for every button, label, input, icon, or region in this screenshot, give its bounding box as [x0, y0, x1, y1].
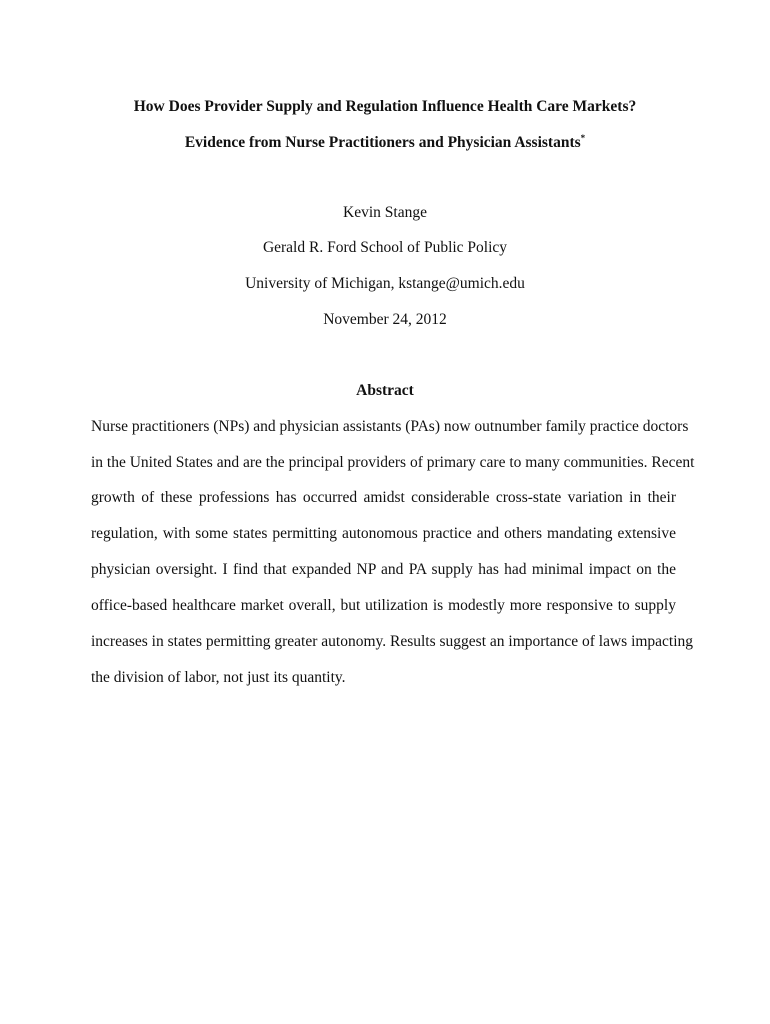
- university-email: University of Michigan, kstange@umich.edu: [245, 275, 525, 292]
- abstract-line: regulation, with some states permitting autonomous practice and others mandating extensive: [91, 525, 676, 542]
- affiliation: Gerald R. Ford School of Public Policy: [262, 239, 508, 256]
- footnote-mark: *: [580, 133, 586, 143]
- abstract-line: physician oversight. I find that expanded NP and PA supply has had minimal impact on the: [91, 561, 676, 578]
- paper-subtitle: [0, 134, 770, 152]
- abstract-line: office-based healthcare market overall, but utilization is modestly more responsive to supply: [91, 597, 676, 614]
- abstract-line: growth of these professions has occurred amidst considerable cross-state variation in their: [91, 489, 676, 506]
- abstract-line: the division of labor, not just its quantity.: [91, 669, 346, 686]
- date: November 24, 2012: [323, 311, 447, 328]
- abstract-heading: Abstract: [356, 382, 414, 399]
- subtitle-text: Evidence from Nurse Practitioners and Physician Assistants: [184, 134, 581, 151]
- abstract-line: in the United States and are the principal providers of primary care to many communities. Recent: [91, 454, 695, 471]
- author-name: Kevin Stange: [343, 204, 427, 221]
- abstract-line: increases in states permitting greater autonomy. Results suggest an importance of laws impacting: [91, 633, 694, 650]
- paper-title: How Does Provider Supply and Regulation Influence Health Care Markets?: [133, 98, 637, 115]
- abstract-line: Nurse practitioners (NPs) and physician assistants (PAs) now outnumber family practice doctors: [91, 418, 689, 435]
